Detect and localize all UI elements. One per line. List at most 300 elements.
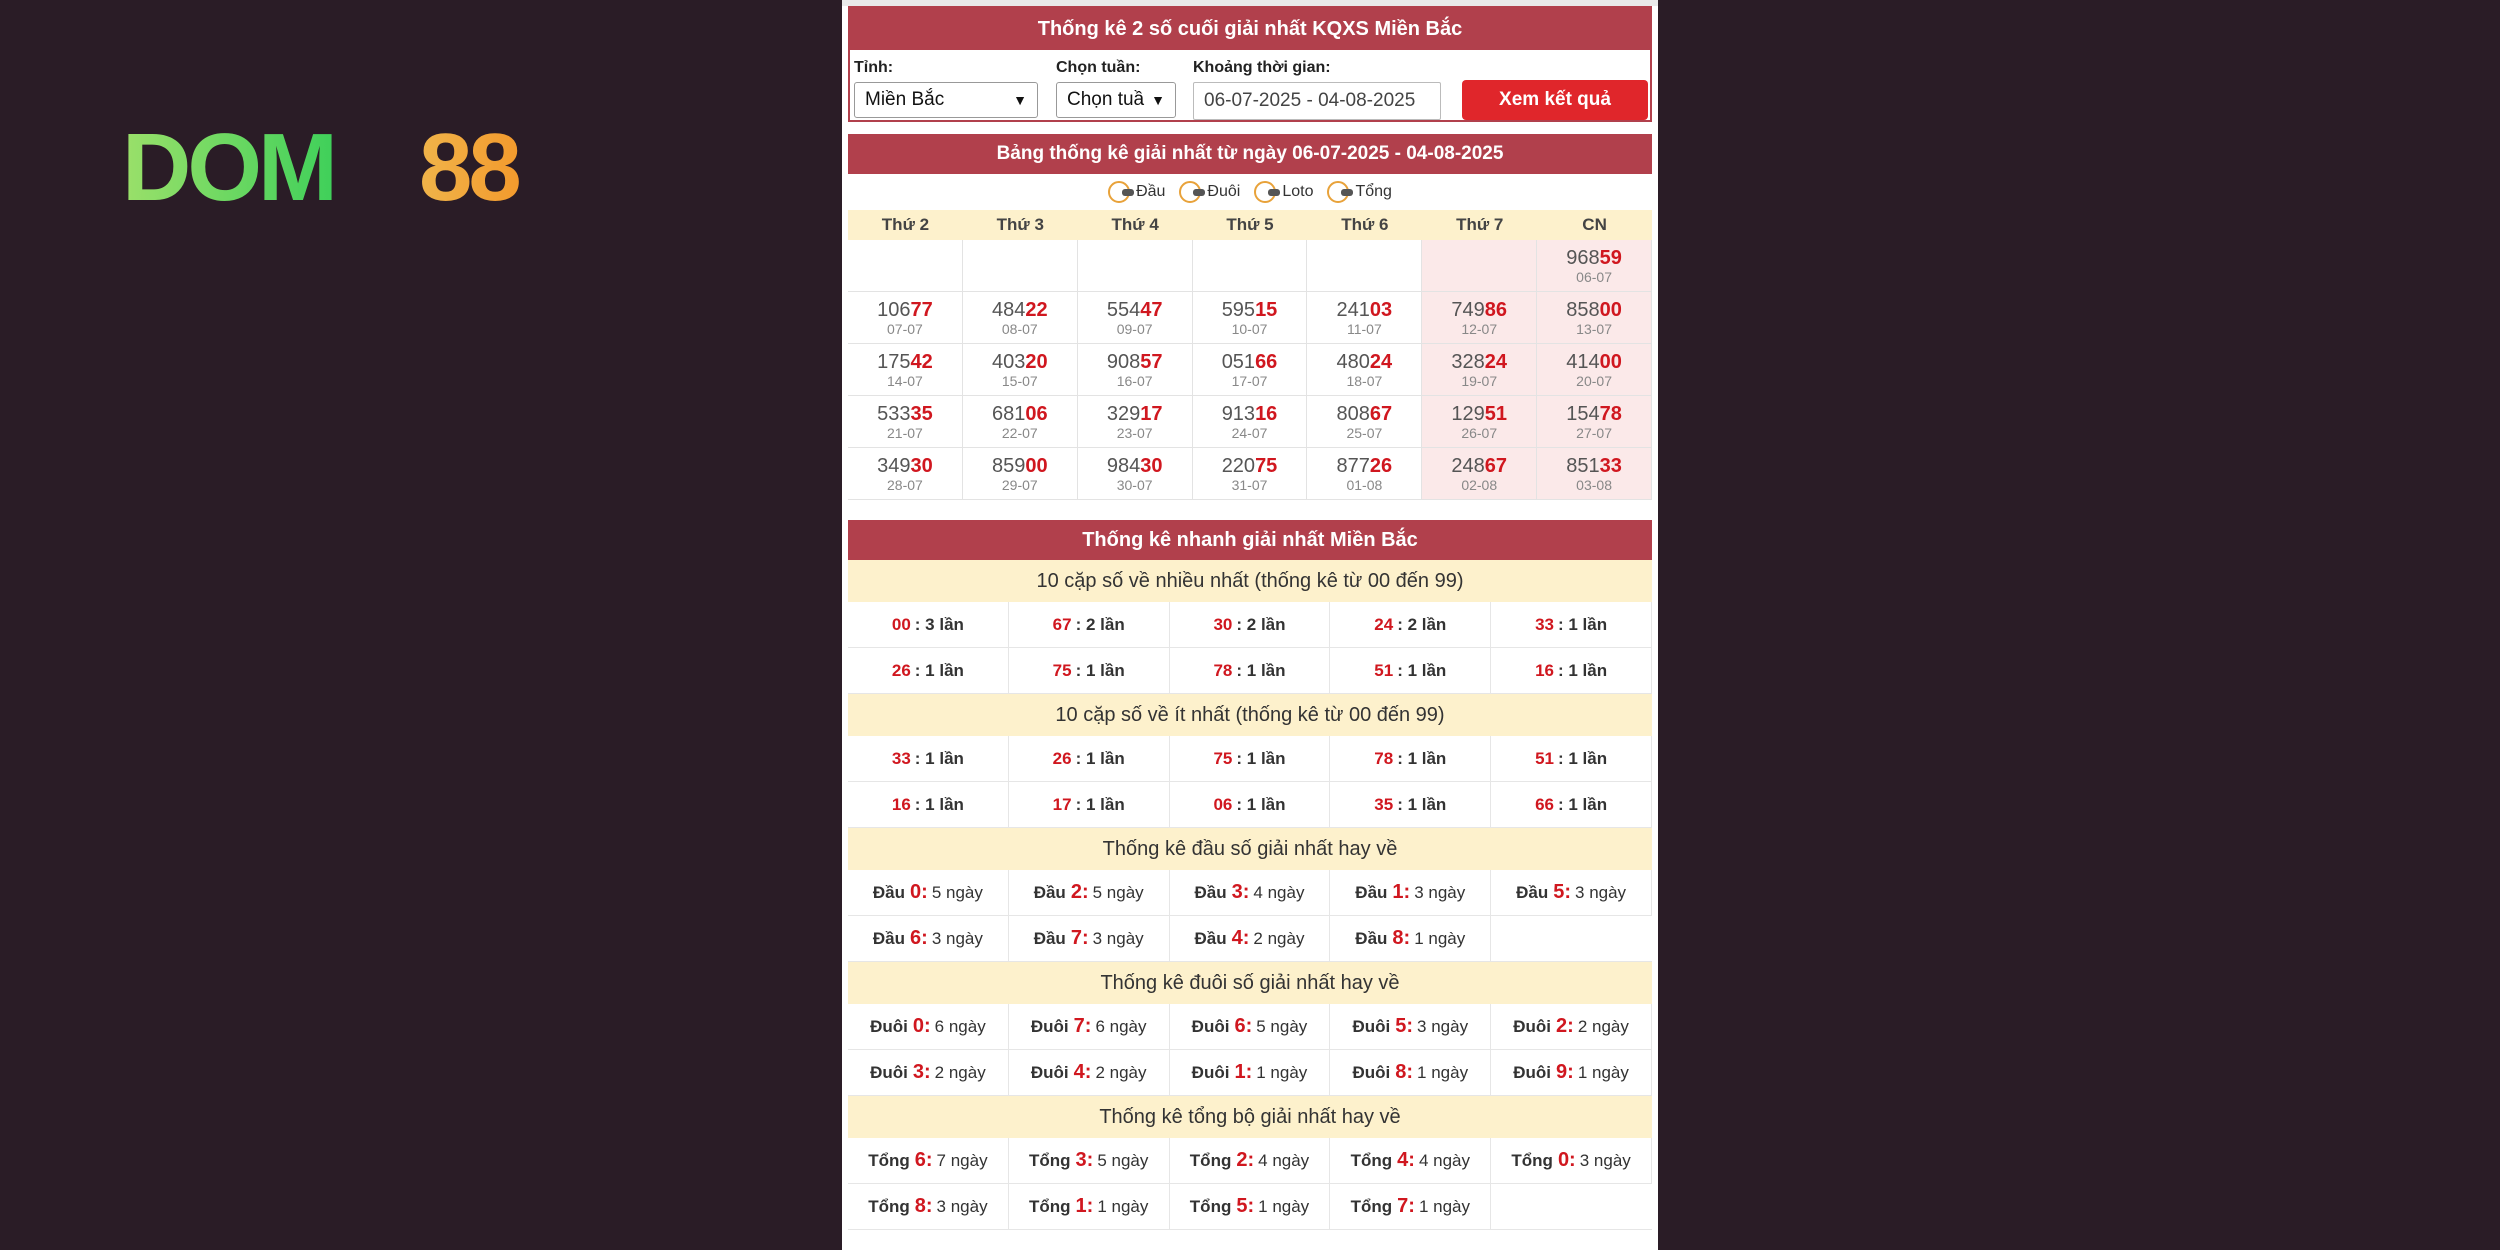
digit-label: Đầu	[1516, 882, 1549, 902]
calendar-section	[848, 134, 1652, 508]
calendar-day-cell	[1422, 396, 1537, 447]
digit-label: Tổng	[1189, 1150, 1232, 1170]
digit-stat-item	[1009, 1138, 1170, 1184]
brand-logo[interactable]	[122, 122, 552, 208]
prize-number	[1537, 351, 1651, 373]
prize-date: 06-07	[1576, 268, 1612, 285]
digit-label: Đầu	[1355, 882, 1388, 902]
calendar-day-cell	[1193, 448, 1308, 499]
pair-stat-item	[1330, 736, 1491, 782]
brand-logo-graphic	[122, 122, 552, 208]
digit-value: 7:	[1397, 1195, 1415, 1217]
prize-number-tail: 00	[1599, 298, 1622, 321]
digit-label: Tổng	[868, 1150, 910, 1170]
calendar-day-cell	[1193, 292, 1308, 343]
digit-stat-item	[848, 1138, 1009, 1184]
prize-number-tail: 06	[1025, 402, 1048, 425]
pair-number: 78	[1374, 748, 1394, 768]
pair-count: : 1 lần	[914, 794, 964, 814]
pair-count: : 1 lần	[1075, 748, 1125, 768]
digit-value: 7:	[1070, 927, 1089, 949]
prize-number	[1422, 403, 1536, 425]
pair-number: 06	[1213, 794, 1233, 814]
calendar-day-cell	[1078, 448, 1193, 499]
prize-number-head: 129	[1451, 402, 1485, 425]
prize-number-tail: 57	[1140, 350, 1163, 373]
digit-days: 3 ngày	[1417, 1016, 1469, 1036]
day-header: Thứ 5	[1226, 215, 1274, 234]
pair-count: : 1 lần	[1557, 614, 1608, 634]
digit-stat-item	[1330, 916, 1491, 962]
pair-number: 26	[891, 660, 911, 680]
calendar-day-cell	[1422, 448, 1537, 499]
calendar-day-cell	[963, 396, 1078, 447]
most-frequent-title: 10 cặp số về nhiều nhất (thống kê từ 00 đến 99)	[848, 560, 1652, 602]
pair-number: 26	[1052, 748, 1072, 768]
digit-stat-item	[1330, 1184, 1491, 1230]
digit-value: 2:	[1556, 1015, 1574, 1037]
prize-number	[848, 299, 962, 321]
prize-number-tail: 78	[1599, 402, 1622, 425]
chevron-down-icon: ▼	[1151, 92, 1165, 108]
prize-number-head: 968	[1566, 246, 1600, 269]
prize-number	[1193, 455, 1307, 477]
prize-number-head: 241	[1336, 298, 1370, 321]
digit-label: Đuôi	[1352, 1016, 1391, 1036]
tail-stats-grid	[848, 1004, 1652, 1096]
digit-stat-item	[848, 1004, 1009, 1050]
digit-days: 5 ngày	[931, 882, 983, 902]
prize-number-head: 908	[1106, 350, 1141, 373]
prize-number-head: 877	[1336, 454, 1370, 477]
pair-number: 75	[1213, 748, 1233, 768]
digit-stat-item	[848, 1184, 1009, 1230]
digit-days: 1 ngày	[1577, 1062, 1629, 1082]
pair-number: 33	[1535, 614, 1554, 634]
digit-stat-item	[1170, 1138, 1331, 1184]
week-select[interactable]	[1056, 82, 1176, 118]
prize-date: 22-07	[1001, 424, 1038, 441]
pair-number: 51	[1535, 748, 1554, 768]
digit-label: Tổng	[1189, 1196, 1232, 1216]
prize-date: 15-07	[1001, 372, 1038, 389]
calendar-body	[848, 240, 1652, 500]
digit-days: 1 ngày	[1256, 1062, 1308, 1082]
digit-value: 3:	[1075, 1149, 1094, 1171]
calendar-week-row	[848, 240, 1652, 292]
pair-number: 16	[891, 794, 911, 814]
prize-number	[1537, 247, 1651, 269]
calendar-week-row	[848, 396, 1652, 448]
prize-date: 16-07	[1116, 372, 1153, 389]
digit-days: 2 ngày	[1577, 1016, 1629, 1036]
filter-form	[848, 6, 1652, 122]
digit-days: 2 ngày	[934, 1062, 986, 1082]
digit-label: Tổng	[868, 1196, 910, 1216]
digit-label: Đuôi	[870, 1016, 908, 1036]
digit-days: 3 ngày	[1092, 928, 1144, 948]
calendar-day-cell	[1307, 292, 1422, 343]
prize-number-head: 220	[1221, 454, 1256, 477]
pair-number: 30	[1213, 614, 1233, 634]
digit-days: 5 ngày	[1097, 1150, 1149, 1170]
prize-number-tail: 24	[1484, 350, 1508, 373]
toggle-loto[interactable]	[1254, 181, 1313, 203]
prize-date: 14-07	[887, 372, 923, 389]
digit-stat-item	[1330, 870, 1491, 916]
digit-label: Đuôi	[1513, 1062, 1552, 1082]
prize-number-head: 859	[991, 454, 1026, 477]
digit-days: 4 ngày	[1258, 1150, 1310, 1170]
head-stats-grid	[848, 870, 1652, 962]
logo-text-dom: DOM	[122, 122, 334, 208]
digit-days: 3 ngày	[936, 1196, 988, 1216]
pair-count: : 1 lần	[1075, 660, 1125, 680]
head-stats-title: Thống kê đầu số giải nhất hay về	[848, 828, 1652, 870]
prize-number-tail: 75	[1255, 454, 1278, 477]
digit-value: 1:	[1075, 1195, 1094, 1217]
digit-label: Đuôi	[1191, 1016, 1230, 1036]
prize-number	[1537, 455, 1651, 477]
day-header: Thứ 3	[996, 215, 1044, 234]
calendar-day-cell	[848, 448, 963, 499]
prize-date: 19-07	[1461, 372, 1498, 389]
prize-number	[848, 403, 962, 425]
prize-number-head: 681	[991, 402, 1026, 425]
digit-label: Tổng	[1350, 1196, 1393, 1216]
prize-number-head: 554	[1106, 298, 1141, 321]
prize-number-head: 595	[1221, 298, 1256, 321]
pair-number: 35	[1374, 794, 1394, 814]
day-header: Thứ 6	[1341, 215, 1389, 234]
prize-date: 07-07	[887, 320, 923, 337]
digit-value: 2:	[1070, 881, 1089, 903]
pair-number: 17	[1052, 794, 1072, 814]
digit-stat-item	[848, 870, 1009, 916]
digit-value: 4:	[1231, 927, 1250, 949]
prize-number	[1307, 299, 1421, 321]
pair-stat-item	[1330, 648, 1491, 694]
range-label: Khoảng thời gian:	[1193, 59, 1331, 76]
digit-days: 2 ngày	[1095, 1062, 1147, 1082]
pair-number: 78	[1213, 660, 1233, 680]
chevron-down-icon: ▼	[1013, 92, 1027, 108]
digit-days: 1 ngày	[1097, 1196, 1149, 1216]
toggle-label: Đuôi	[1207, 183, 1241, 200]
prize-number-head: 051	[1221, 350, 1256, 373]
digit-label: Đuôi	[1513, 1016, 1552, 1036]
digit-stat-item	[1170, 1184, 1331, 1230]
prize-number-tail: 42	[910, 350, 933, 373]
prize-number-tail: 59	[1599, 246, 1622, 269]
calendar-day-cell	[1193, 396, 1308, 447]
prize-date: 08-07	[1001, 320, 1038, 337]
digit-stat-item	[1170, 870, 1331, 916]
prize-number	[1078, 455, 1192, 477]
calendar-week-row	[848, 344, 1652, 396]
digit-stat-item	[1330, 1050, 1491, 1096]
calendar-day-cell	[848, 292, 963, 343]
calendar-day-cell	[1422, 292, 1537, 343]
prize-date: 11-07	[1346, 320, 1382, 337]
pair-number: 24	[1374, 614, 1394, 634]
prize-number	[1537, 403, 1651, 425]
calendar-week-row	[848, 292, 1652, 344]
prize-number-tail: 33	[1599, 454, 1622, 477]
digit-value: 8:	[1392, 927, 1411, 949]
digit-days: 4 ngày	[1253, 882, 1305, 902]
prize-number	[1078, 403, 1192, 425]
toggle-switch-icon	[1179, 181, 1201, 203]
prize-number-head: 851	[1566, 454, 1600, 477]
pair-stat-item	[1491, 648, 1652, 694]
digit-value: 4:	[1397, 1149, 1415, 1171]
pair-count: : 1 lần	[1557, 794, 1608, 814]
digit-stat-item	[1009, 1184, 1170, 1230]
prize-number-head: 484	[991, 298, 1026, 321]
prize-date: 24-07	[1231, 424, 1268, 441]
prize-date: 26-07	[1461, 424, 1498, 441]
digit-stat-item	[1330, 1004, 1491, 1050]
prize-number	[1422, 299, 1536, 321]
pair-stat-item	[1170, 782, 1331, 828]
calendar-header-row	[848, 210, 1652, 240]
day-header: Thứ 4	[1111, 215, 1159, 234]
digit-value: 8:	[914, 1195, 933, 1217]
calendar-day-cell	[1537, 396, 1652, 447]
pair-stat-item	[1330, 602, 1491, 648]
prize-number-tail: 20	[1025, 350, 1048, 373]
digit-value: 6:	[910, 927, 928, 949]
filter-title: Thống kê 2 số cuối giải nhất KQXS Miền Bắc	[850, 8, 1650, 50]
date-range-input[interactable]: 06-07-2025 - 04-08-2025	[1193, 82, 1441, 120]
digit-label: Đuôi	[1030, 1062, 1069, 1082]
digit-label: Đầu	[1033, 928, 1066, 948]
prize-number-tail: 03	[1369, 298, 1393, 321]
prize-date: 10-07	[1231, 320, 1268, 337]
calendar-day-cell	[1537, 292, 1652, 343]
digit-days: 3 ngày	[1575, 882, 1627, 902]
prize-number-head: 154	[1566, 402, 1600, 425]
pair-stat-item	[1491, 602, 1652, 648]
prize-date: 12-07	[1461, 320, 1498, 337]
prize-number	[1078, 351, 1192, 373]
prize-date: 03-08	[1576, 476, 1612, 493]
prize-number	[1078, 299, 1192, 321]
prize-number	[963, 455, 1077, 477]
calendar-day-cell	[1307, 396, 1422, 447]
prize-number-tail: 47	[1140, 298, 1163, 321]
digit-stat-item	[848, 916, 1009, 962]
digit-days: 4 ngày	[1418, 1150, 1470, 1170]
calendar-day-cell	[1078, 240, 1193, 291]
prize-date: 18-07	[1346, 372, 1383, 389]
prize-number-head: 749	[1451, 298, 1485, 321]
prize-number-head: 984	[1106, 454, 1141, 477]
prize-date: 31-07	[1231, 476, 1268, 493]
digit-days: 5 ngày	[1092, 882, 1144, 902]
digit-stat-item	[1009, 870, 1170, 916]
calendar-day-cell	[1078, 396, 1193, 447]
least-frequent-title: 10 cặp số về ít nhất (thống kê từ 00 đến 99)	[848, 694, 1652, 736]
digit-days: 1 ngày	[1414, 928, 1466, 948]
digit-label: Đuôi	[870, 1062, 908, 1082]
view-toggles	[848, 174, 1652, 210]
stats-title: Thống kê nhanh giải nhất Miền Bắc	[848, 520, 1652, 560]
digit-value: 7:	[1073, 1015, 1092, 1037]
prize-number	[1307, 351, 1421, 373]
digit-days: 1 ngày	[1418, 1196, 1470, 1216]
prize-number-head: 106	[877, 298, 911, 321]
digit-label: Đuôi	[1352, 1062, 1391, 1082]
digit-stat-item	[1009, 1004, 1170, 1050]
toggle-switch-icon	[1108, 181, 1130, 203]
prize-number-head: 403	[991, 350, 1026, 373]
calendar-day-cell	[963, 344, 1078, 395]
pair-stat-item	[848, 782, 1009, 828]
prize-number	[1422, 351, 1536, 373]
prize-date: 13-07	[1576, 320, 1612, 337]
calendar-day-cell	[1307, 448, 1422, 499]
toggle-duoi[interactable]	[1179, 181, 1240, 203]
pair-stat-item	[1491, 782, 1652, 828]
digit-label: Đầu	[872, 928, 906, 948]
prize-number-tail: 17	[1140, 402, 1163, 425]
prize-number-tail: 35	[910, 402, 933, 425]
prize-date: 29-07	[1001, 476, 1038, 493]
toggle-label: Đầu	[1136, 183, 1166, 200]
prize-number	[1193, 403, 1307, 425]
prize-number-head: 248	[1451, 454, 1485, 477]
prize-date: 02-08	[1461, 476, 1498, 493]
digit-stat-item	[1009, 1050, 1170, 1096]
prize-number	[963, 403, 1077, 425]
calendar-day-cell	[1307, 344, 1422, 395]
digit-stat-item	[1009, 916, 1170, 962]
prize-number-head: 913	[1221, 402, 1256, 425]
digit-label: Đầu	[1194, 928, 1227, 948]
prize-number-tail: 00	[1599, 350, 1622, 373]
digit-days: 2 ngày	[1253, 928, 1305, 948]
province-select[interactable]	[854, 82, 1038, 118]
prize-number-tail: 24	[1369, 350, 1393, 373]
pair-number: 00	[891, 614, 911, 634]
digit-value: 4:	[1073, 1061, 1092, 1083]
digit-stat-item	[1330, 1138, 1491, 1184]
prize-date: 28-07	[887, 476, 923, 493]
digit-days: 6 ngày	[934, 1016, 986, 1036]
calendar-day-cell	[1307, 240, 1422, 291]
pair-stat-item	[1170, 648, 1331, 694]
digit-days: 7 ngày	[936, 1150, 988, 1170]
digit-stat-item	[1491, 1050, 1652, 1096]
prize-number	[963, 351, 1077, 373]
pair-count: : 1 lần	[1397, 794, 1447, 814]
pair-count: : 1 lần	[914, 660, 964, 680]
prize-number-tail: 77	[910, 298, 933, 321]
calendar-day-cell	[1422, 240, 1537, 291]
prize-number-head: 328	[1451, 350, 1485, 373]
prize-number	[1537, 299, 1651, 321]
most-frequent-grid	[848, 602, 1652, 694]
pair-number: 75	[1052, 660, 1072, 680]
prize-date: 21-07	[887, 424, 923, 441]
digit-value: 0:	[912, 1015, 931, 1037]
prize-number-head: 480	[1336, 350, 1370, 373]
view-results-button[interactable]: Xem kết quả	[1462, 80, 1648, 120]
prize-number-tail: 66	[1255, 350, 1278, 373]
calendar-day-cell	[1193, 240, 1308, 291]
day-header: Thứ 7	[1456, 215, 1504, 234]
empty-cell	[1491, 1184, 1652, 1230]
week-value: Chọn tuầ	[1067, 89, 1145, 110]
pair-stat-item	[1009, 648, 1170, 694]
prize-number-head: 533	[877, 402, 911, 425]
digit-label: Tổng	[1029, 1196, 1071, 1216]
pair-count: : 2 lần	[1397, 614, 1447, 634]
digit-days: 3 ngày	[1414, 882, 1466, 902]
digit-stat-item	[1491, 1138, 1652, 1184]
digit-label: Đuôi	[1030, 1016, 1069, 1036]
day-header: Thứ 2	[881, 215, 930, 234]
prize-number	[848, 351, 962, 373]
digit-days: 6 ngày	[1095, 1016, 1147, 1036]
digit-days: 3 ngày	[1579, 1150, 1631, 1170]
prize-date: 25-07	[1346, 424, 1383, 441]
digit-value: 9:	[1556, 1061, 1574, 1083]
digit-value: 6:	[1234, 1015, 1253, 1037]
day-header: CN	[1582, 215, 1607, 234]
toggle-tong[interactable]	[1327, 181, 1391, 203]
prize-number-head: 808	[1336, 402, 1370, 425]
pair-stat-item	[1330, 782, 1491, 828]
calendar-day-cell	[848, 344, 963, 395]
province-value: Miền Bắc	[865, 89, 945, 110]
digit-days: 3 ngày	[931, 928, 983, 948]
pair-count: : 3 lần	[914, 614, 964, 634]
pair-number: 33	[891, 748, 911, 768]
prize-number-tail: 00	[1025, 454, 1048, 477]
prize-date: 01-08	[1346, 476, 1383, 493]
pair-count: : 1 lần	[914, 748, 964, 768]
pair-stat-item	[1009, 736, 1170, 782]
prize-number	[1193, 351, 1307, 373]
prize-number	[963, 299, 1077, 321]
logo-text-88: 88	[419, 122, 518, 208]
toggle-dau[interactable]	[1108, 181, 1165, 203]
prize-date: 23-07	[1116, 424, 1153, 441]
prize-number-head: 349	[877, 454, 911, 477]
digit-stat-item	[1491, 870, 1652, 916]
prize-number-head: 858	[1566, 298, 1600, 321]
prize-number-tail: 51	[1484, 402, 1508, 425]
pair-count: : 1 lần	[1557, 748, 1608, 768]
prize-number-tail: 15	[1255, 298, 1278, 321]
quick-stats-section	[848, 520, 1652, 1248]
toggle-switch-icon	[1254, 181, 1276, 203]
pair-count: : 1 lần	[1075, 794, 1125, 814]
prize-number	[1193, 299, 1307, 321]
prize-date: 20-07	[1576, 372, 1612, 389]
province-label: Tỉnh:	[854, 59, 894, 76]
pair-count: : 1 lần	[1557, 660, 1608, 680]
prize-number-tail: 30	[1140, 454, 1163, 477]
pair-count: : 1 lần	[1397, 660, 1447, 680]
digit-label: Tổng	[1029, 1150, 1071, 1170]
calendar-day-cell	[963, 448, 1078, 499]
prize-date: 09-07	[1116, 320, 1153, 337]
least-frequent-grid	[848, 736, 1652, 828]
